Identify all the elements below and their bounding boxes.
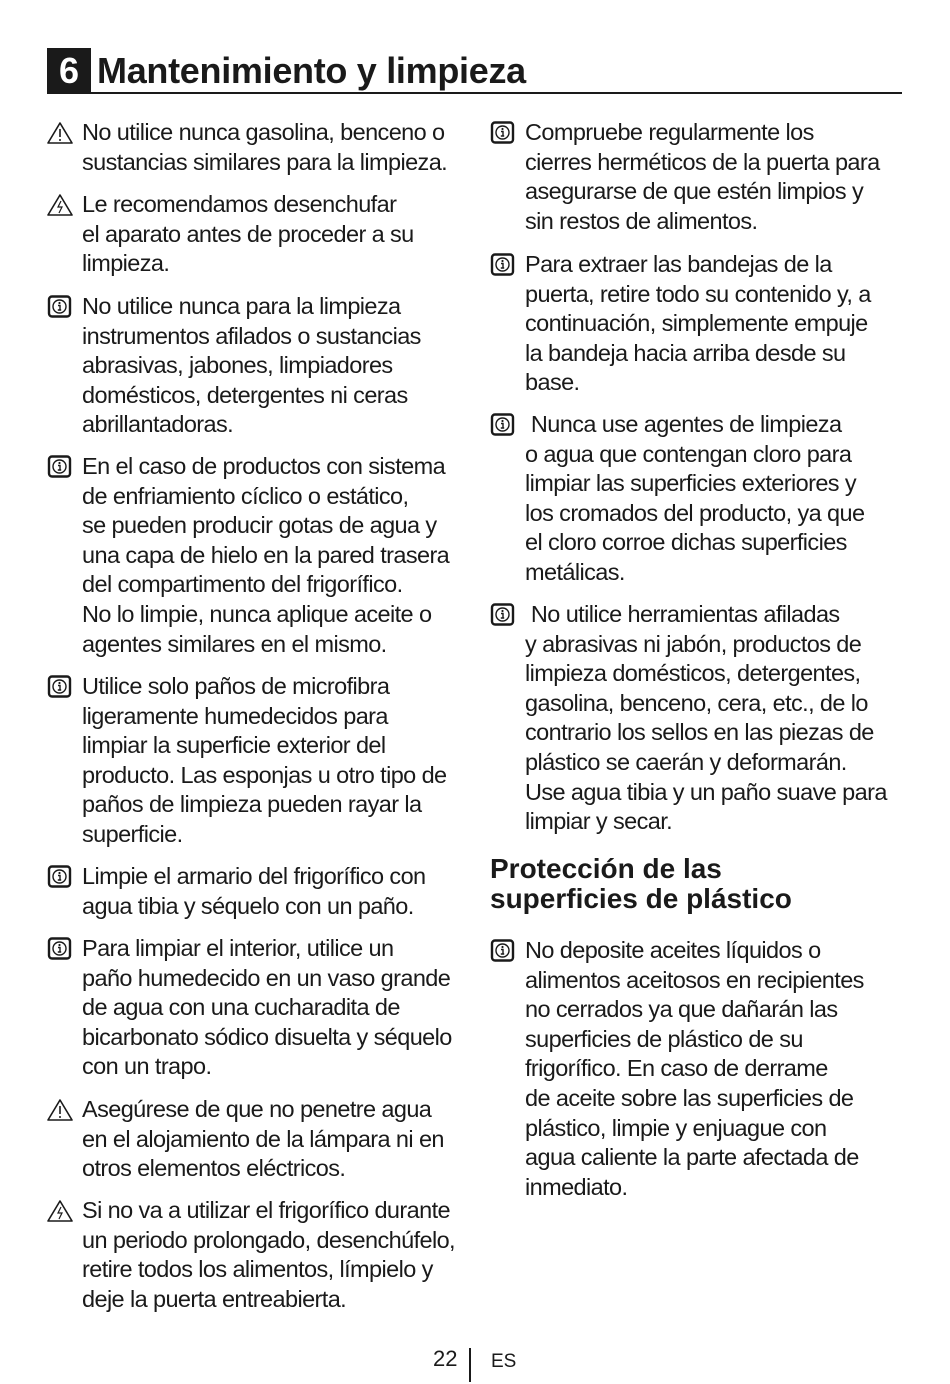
section-header <box>47 48 902 94</box>
item-text: No utilice herramientas afiladas y abrasivas ni jabón, productos de limpieza domésticos, detergentes, gasolina, benceno, cera, etc., de lo contrario los sellos en las piezas de plástico se caerán y deformarán. Use agua tibia y un paño suave para limpiar y secar. <box>525 601 887 835</box>
info-icon <box>490 603 516 627</box>
item-text: Le recomendamos desenchufar el aparato antes de proceder a su limpieza. <box>82 191 414 277</box>
item-text: Limpie el armario del frigorífico con agua tibia y séquelo con un paño. <box>82 863 426 919</box>
info-icon <box>47 675 73 699</box>
subheading: Protección de las superficies de plástico <box>490 853 792 914</box>
language-code: ES <box>491 1351 517 1372</box>
item-text: En el caso de productos con sistema de enfriamiento cíclico o estático, se pueden producir gotas de agua y una capa de hielo en la pared trasera del compartimento del frigorífico. No lo limpie, nunca aplique aceite o agentes similares en el mismo. <box>82 453 450 657</box>
electric-icon <box>47 193 73 217</box>
item-text: Para extraer las bandejas de la puerta, retire todo su contenido y, a continuación, simplemente empuje la bandeja hacia arriba desde su base. <box>525 251 871 396</box>
page-title: Mantenimiento y limpieza <box>97 50 526 91</box>
page-number: 22 <box>433 1346 458 1371</box>
info-icon <box>47 455 73 479</box>
info-icon <box>47 865 73 889</box>
info-icon <box>490 121 516 145</box>
item-text: Si no va a utilizar el frigorífico durante un periodo prolongado, desenchúfelo, retire todos los alimentos, límpielo y deje la puerta entreabierta. <box>82 1197 455 1312</box>
item-text: No utilice nunca para la limpieza instrumentos afilados o sustancias abrasivas, jabones, limpiadores domésticos, detergentes ni ceras abrillantadoras. <box>82 293 421 438</box>
item-text: Para limpiar el interior, utilice un paño humedecido en un vaso grande de agua con una cucharadita de bicarbonato sódico disuelta y séquelo con un trapo. <box>82 935 452 1080</box>
warning-icon <box>47 121 73 145</box>
item-text: Compruebe regularmente los cierres herméticos de la puerta para asegurarse de que estén limpios y sin restos de alimentos. <box>525 119 880 234</box>
info-icon <box>490 413 516 437</box>
item-text: No utilice nunca gasolina, benceno o sustancias similares para la limpieza. <box>82 119 448 175</box>
footer-divider <box>469 1348 471 1382</box>
info-icon <box>490 939 516 963</box>
section-number: 6 <box>47 48 91 92</box>
item-text: Utilice solo paños de microfibra ligeramente humedecidos para limpiar la superficie exterior del producto. Las esponjas u otro tipo de paños de limpieza pueden rayar la superficie. <box>82 673 447 847</box>
item-text: No deposite aceites líquidos o alimentos aceitosos en recipientes no cerrados ya que dañarán las superficies de plástico de su frigorífico. En caso de derrame de aceite sobre las superficies de plástico, limpie y enjuague con agua caliente la parte afectada de inmediato. <box>525 937 864 1200</box>
item-text: Nunca use agentes de limpieza o agua que contengan cloro para limpiar las superficies exteriores y los cromados del producto, ya que el cloro corroe dichas superficies metálicas. <box>525 411 865 585</box>
item-text: Asegúrese de que no penetre agua en el alojamiento de la lámpara ni en otros elementos eléctricos. <box>82 1096 444 1182</box>
warning-icon <box>47 1098 73 1122</box>
info-icon <box>47 937 73 961</box>
info-icon <box>490 253 516 277</box>
electric-icon <box>47 1199 73 1223</box>
info-icon <box>47 295 73 319</box>
